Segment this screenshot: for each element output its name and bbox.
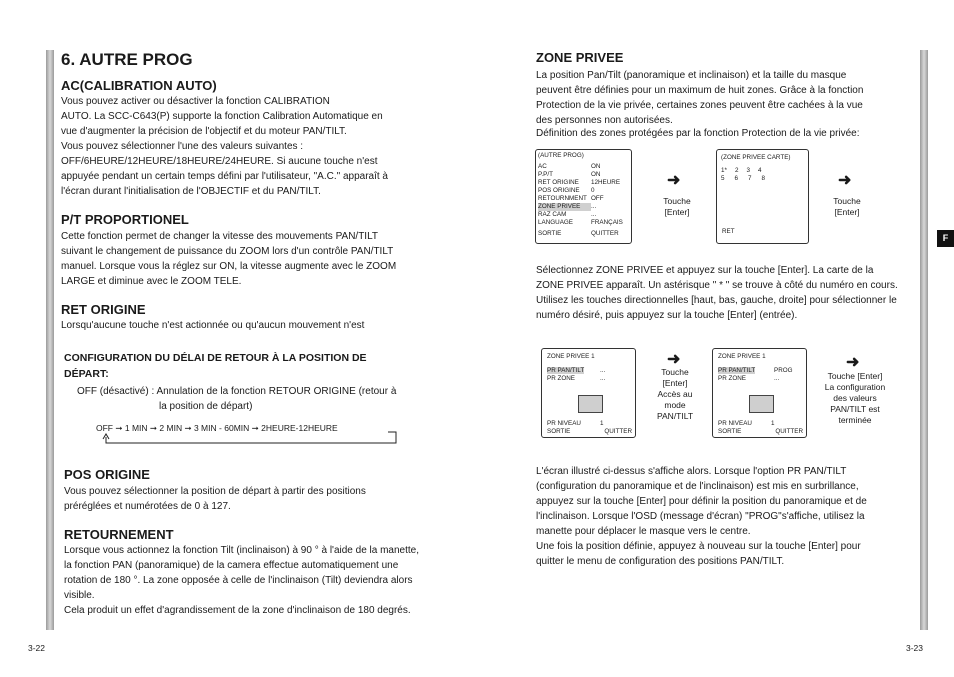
menu-row: [538, 171, 629, 179]
page-number-left: 3-22: [28, 643, 46, 653]
text-line: numéro désiré, puis appuyez sur la touche [Enter] (entrée).: [536, 310, 798, 321]
menu-label: P.P/T: [538, 171, 553, 178]
ret-heading: RET ORIGINE: [61, 302, 146, 317]
caption-line: des valeurs: [833, 393, 877, 403]
caption-line: terminée: [838, 415, 872, 425]
page-title: 6. AUTRE PROG: [61, 50, 193, 69]
caption-line: La configuration: [824, 382, 886, 392]
text-line: préréglées et numérotées de 0 à 127.: [64, 501, 231, 512]
menu-label: RETOURNMENT: [538, 195, 587, 202]
caption-enter-3: [645, 367, 705, 422]
off-line-2: la position de départ): [159, 401, 253, 412]
menu-row: [538, 230, 629, 238]
menu-row-selected: [547, 367, 630, 375]
text-line: Lorsque vous actionnez la fonction Tilt (inclinaison) à 90 ° à l'aide de la manette,: [64, 545, 420, 556]
off-line-1: OFF (désactivé) : Annulation de la fonction RETOUR ORIGINE (retour à: [77, 386, 397, 397]
definition-line: Définition des zones protégées par la fonction Protection de la vie privée:: [536, 128, 860, 139]
zone-row: [721, 167, 804, 175]
text-line: vue d'augmenter la précision de l'objectif et du moteur PAN/TILT.: [61, 126, 347, 137]
menu-title: ZONE PRIVEE 1: [547, 353, 595, 360]
menu-row: [538, 211, 629, 219]
ac-paragraph: [61, 94, 421, 199]
text-line: manuel. Lorsque vous la réglez sur ON, la vitesse augmente avec le ZOOM: [61, 261, 397, 272]
text-line: des personnes non autorisées.: [536, 115, 673, 126]
menu-value: 0: [591, 187, 595, 194]
zone-number: 7: [748, 175, 752, 182]
menu-value: QUITTER: [775, 428, 803, 435]
caption-line: Touche: [833, 196, 861, 206]
seq-item: OFF: [96, 423, 113, 433]
text-line: L'écran illustré ci-dessus s'affiche alors. Lorsque l'option PR PAN/TILT: [536, 466, 847, 477]
menu-title: (ZONE PRIVEE CARTE): [721, 154, 791, 161]
menu-row-selected: [718, 367, 801, 375]
zone-paragraph: [536, 68, 906, 128]
text-line: (configuration du panoramique et de l'inclinaison) est mis en surbrillance,: [536, 481, 859, 492]
menu-title: (AUTRE PROG): [538, 152, 584, 159]
dash: -: [295, 423, 299, 433]
arrow-right-icon: ➞: [251, 423, 259, 433]
menu-zone-carte: [716, 149, 809, 244]
caption-line: PAN/TILT est: [830, 404, 880, 414]
text-line: Protection de la vie privée, certaines zones peuvent être cachées à la vue: [536, 100, 863, 111]
menu-label: PR NIVEAU: [718, 420, 752, 427]
text-line: Vous pouvez activer ou désactiver la fonction CALIBRATION: [61, 96, 330, 107]
text-line: l'écran durant l'initialisation de l'OBJECTIF et du PAN/TILT.: [61, 186, 321, 197]
text-line: suivant le changement de puissance du ZOOM lors d'un contrôle PAN/TILT: [61, 246, 394, 257]
ac-heading: AC(CALIBRATION AUTO): [61, 78, 217, 93]
menu-value: 1: [771, 420, 775, 427]
menu-row: [547, 375, 630, 383]
caption-enter-4: [818, 371, 892, 426]
caption-line: mode: [664, 400, 686, 410]
text-line: LARGE et diminue avec le ZOOM TELE.: [61, 276, 242, 287]
page-number-right: 3-23: [906, 643, 924, 653]
arrow-right-icon: ➜: [838, 172, 852, 189]
text-line: AUTO. La SCC-C643(P) supporte la fonction Calibration Automatique en: [61, 111, 383, 122]
text-line: l'inclinaison. Lorsque l'OSD (message d'écran) "PROG"s'affiche, utilisez la: [536, 511, 865, 522]
caption-enter-2: [822, 196, 872, 218]
text-line: Utilisez les touches directionnelles [haut, bas, gauche, droite] pour sélectionner le: [536, 295, 897, 306]
mask-preview: [749, 395, 774, 413]
text-line: appuyez sur la touche [Enter] pour définir la position du panoramique et de: [536, 496, 867, 507]
zone-number: 2: [734, 167, 739, 174]
caption-line: Accès au: [657, 389, 693, 399]
menu-label: AC: [538, 163, 547, 170]
select-paragraph: [536, 263, 906, 323]
menu-label: PR ZONE: [718, 375, 746, 382]
menu-value: 1: [600, 420, 604, 427]
menu-row: [538, 187, 629, 195]
text-line: DÉPART:: [64, 368, 109, 380]
text-line: La position Pan/Tilt (panoramique et inclinaison) et la taille du masque: [536, 70, 847, 81]
menu-value: ON: [591, 163, 601, 170]
zone-number: 6: [734, 175, 739, 182]
zone-number: 3: [746, 167, 750, 174]
arrow-right-icon: ➞: [184, 423, 192, 433]
language-tab-badge: F: [937, 230, 954, 247]
pos-heading: POS ORIGINE: [64, 467, 150, 482]
menu-label: PR PAN/TILT: [718, 367, 756, 374]
menu-value: FRANÇAIS: [591, 219, 623, 226]
text-line: Vous pouvez sélectionner la position de départ à partir des positions: [64, 486, 366, 497]
menu-row: [538, 195, 629, 203]
menu-row: [538, 163, 629, 171]
arrow-right-icon: ➜: [846, 354, 860, 371]
arrow-right-icon: ➜: [667, 351, 681, 368]
seq-item: 2HEURE: [261, 423, 296, 433]
text-line: Une fois la position définie, appuyez à nouveau sur la touche [Enter] pour: [536, 541, 861, 552]
menu-footer: [718, 428, 803, 436]
zone-heading: ZONE PRIVEE: [536, 50, 624, 65]
text-line: rotation de 180 °. La zone opposée à celle de l'inclinaison (Tilt) deviendra alors: [64, 575, 413, 586]
zone-number: 8: [761, 175, 766, 182]
menu-row: [538, 179, 629, 187]
zone-number: 1*: [721, 167, 727, 174]
seq-item: 1 MIN: [124, 423, 148, 433]
text-line: quitter le menu de configuration des positions PAN/TILT.: [536, 556, 785, 567]
zone-number: 5: [721, 175, 725, 182]
menu-autre-prog: [535, 149, 632, 244]
menu-label: PR ZONE: [547, 375, 575, 382]
retourn-heading: RETOURNEMENT: [64, 527, 174, 542]
menu-title: ZONE PRIVEE 1: [718, 353, 766, 360]
caption-line: Touche [Enter]: [827, 371, 883, 381]
text-line: OFF/6HEURE/12HEURE/18HEURE/24HEURE. Si aucune touche n'est: [61, 156, 378, 167]
niveau-row: [547, 420, 632, 428]
caption-line: Touche: [663, 196, 691, 206]
seq-item: 3 MIN: [193, 423, 217, 433]
zone-row: [721, 175, 804, 183]
menu-value: ...: [774, 375, 780, 382]
menu-label: RET ORIGINE: [538, 179, 579, 186]
loop-back-line: [100, 428, 400, 448]
menu-value: ...: [591, 211, 597, 218]
menu-label: ZONE PRIVEE: [538, 203, 591, 211]
seq-item: 12HEURE: [298, 423, 338, 433]
menu-value: 12HEURE: [591, 179, 621, 186]
dash: -: [219, 423, 222, 433]
arrow-right-icon: ➞: [149, 423, 158, 433]
text-line: Vous pouvez sélectionner l'une des valeurs suivantes :: [61, 141, 304, 152]
config-heading: [64, 350, 367, 382]
pos-paragraph: [64, 484, 424, 514]
menu-zone-privee-1: [541, 348, 636, 438]
pt-heading: P/T PROPORTIONEL: [61, 212, 189, 227]
menu-value: ...: [600, 367, 606, 374]
text-line: peuvent être définies pour un maximum de huit zones. Grâce à la fonction: [536, 85, 864, 96]
menu-label: RAZ CAM: [538, 211, 567, 218]
text-line: la fonction PAN (panoramique) de la camera effectue automatiquement une: [64, 560, 399, 571]
menu-label: SORTIE: [547, 428, 571, 435]
right-page-edge: [920, 50, 928, 630]
seq-item: 60MIN: [224, 423, 250, 433]
menu-value: QUITTER: [604, 428, 632, 435]
menu-value: ...: [591, 203, 597, 210]
menu-value: QUITTER: [591, 230, 619, 237]
menu-label: PR NIVEAU: [547, 420, 581, 427]
menu-zone-privee-1-prog: [712, 348, 807, 438]
niveau-row: [718, 420, 803, 428]
menu-footer: RET: [722, 228, 735, 235]
screen-paragraph: [536, 464, 906, 569]
text-line: Cela produit un effet d'agrandissement de la zone d'inclinaison de 180 degrés.: [64, 605, 411, 616]
retourn-paragraph: [64, 543, 434, 618]
caption-line: Touche: [661, 367, 689, 377]
menu-label: POS ORIGINE: [538, 187, 580, 194]
caption-line: PAN/TILT: [656, 411, 694, 421]
menu-label: SORTIE: [538, 230, 562, 237]
text-line: CONFIGURATION DU DÉLAI DE RETOUR À LA POSITION DE: [64, 352, 367, 364]
text-line: Cette fonction permet de changer la vitesse des mouvements PAN/TILT: [61, 231, 379, 242]
ret-paragraph: Lorsqu'aucune touche n'est actionnée ou qu'aucun mouvement n'est: [61, 320, 365, 331]
left-page-edge: [46, 50, 54, 630]
arrow-right-icon: ➜: [667, 172, 681, 189]
menu-row: [718, 375, 801, 383]
menu-label: SORTIE: [718, 428, 742, 435]
seq-item: 2 MIN: [159, 423, 183, 433]
mask-preview: [578, 395, 603, 413]
text-line: Sélectionnez ZONE PRIVEE et appuyez sur la touche [Enter]. La carte de la: [536, 265, 874, 276]
caption-enter-1: [652, 196, 702, 218]
menu-value: ON: [591, 171, 601, 178]
menu-value: PROG: [774, 367, 793, 374]
menu-footer: [547, 428, 632, 436]
text-line: ZONE PRIVEE apparaît. Un astérisque " * " se trouve à côté du numéro en cours.: [536, 280, 898, 291]
zone-number: 4: [757, 167, 762, 174]
text-line: manette pour déplacer le masque vers le centre.: [536, 526, 751, 537]
pt-paragraph: [61, 229, 421, 289]
menu-row-selected: [538, 203, 629, 211]
text-line: appuyée pendant un certain temps défini par l'utilisateur, "A.C." apparaît à: [61, 171, 388, 182]
arrow-right-icon: ➞: [115, 423, 123, 433]
menu-value: OFF: [591, 195, 604, 202]
caption-line: [Enter]: [834, 207, 860, 217]
menu-label: PR PAN/TILT: [547, 367, 585, 374]
menu-row: [538, 219, 629, 227]
text-line: visible.: [64, 590, 95, 601]
menu-value: ...: [600, 375, 606, 382]
menu-label: LANGUAGE: [538, 219, 573, 226]
caption-line: [Enter]: [664, 207, 690, 217]
caption-line: [Enter]: [662, 378, 688, 388]
